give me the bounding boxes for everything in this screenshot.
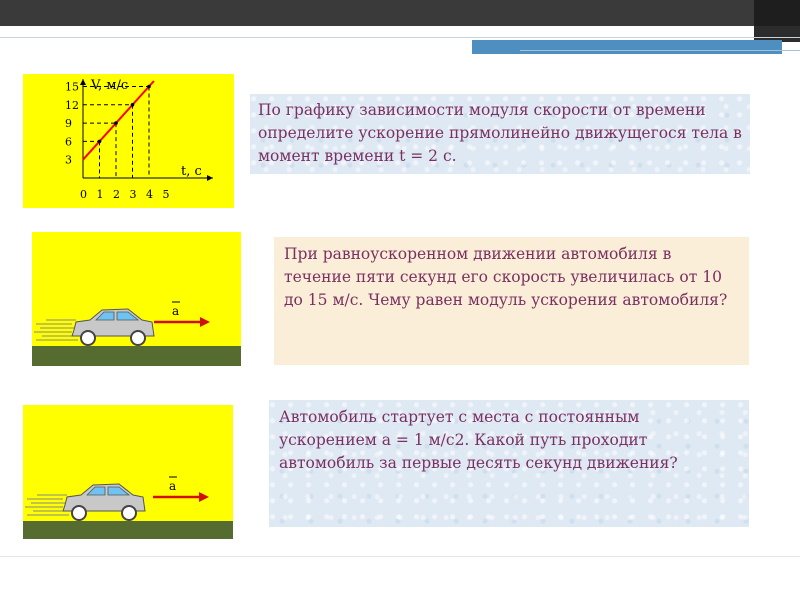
y-tick-label: 9 — [65, 117, 72, 131]
footer-rule — [0, 556, 800, 557]
velocity-graph-panel — [23, 74, 234, 208]
y-tick-label: 12 — [65, 98, 79, 112]
car-panel-background — [32, 232, 241, 366]
top-bar-corner — [754, 0, 800, 26]
car-illustration-1 — [32, 232, 241, 366]
car-panel-2 — [23, 405, 233, 539]
top-bar — [0, 0, 800, 26]
x-axis-label: t, с — [181, 164, 202, 179]
acceleration-label: a — [169, 479, 177, 493]
task-3-text: Автомобиль стартует с места с постоянным ускорением a = 1 м/с2. Какой путь проходит автомобиль за первые десять секунд движения? — [279, 408, 678, 472]
y-tick-label: 15 — [65, 80, 79, 94]
data-point-2 — [131, 103, 135, 107]
x-tick-label: 4 — [146, 188, 153, 201]
acceleration-label: a — [172, 304, 180, 318]
velocity-graph — [23, 74, 234, 208]
graph-background — [23, 74, 234, 208]
task-2-text: При равноускоренном движении автомобиля в течение пяти секунд его скорость увеличилась от 10 до 15 м/с. Чему равен модуль ускорения автомобиля? — [284, 245, 728, 309]
data-point-1 — [114, 121, 118, 125]
x-tick-label: 5 — [162, 188, 170, 201]
task-1-box — [250, 94, 750, 174]
header-rule — [0, 37, 800, 38]
x-tick-label: 0 — [80, 188, 87, 201]
x-tick-label: 1 — [96, 188, 104, 201]
y-tick-label: 3 — [65, 153, 72, 167]
header-accent-band — [472, 40, 782, 54]
data-point-0 — [98, 140, 102, 144]
x-tick-label: 2 — [113, 188, 120, 201]
ground-strip — [23, 521, 233, 539]
y-tick-label: 6 — [65, 135, 72, 149]
task-1-text: По графику зависимости модуля скорости от времени определите ускорение прямолинейно движущегося тела в момент времени t = 2 с. — [258, 101, 742, 165]
car-illustration-2 — [23, 405, 233, 539]
data-point-3 — [147, 85, 151, 89]
y-axis-label: V, м/с — [91, 78, 129, 93]
ground-strip — [32, 346, 241, 366]
car-panel-1 — [32, 232, 241, 366]
header-accent-line — [520, 50, 800, 51]
task-2-box — [274, 237, 749, 365]
task-3-box — [269, 400, 749, 527]
x-tick-label: 3 — [129, 188, 137, 201]
